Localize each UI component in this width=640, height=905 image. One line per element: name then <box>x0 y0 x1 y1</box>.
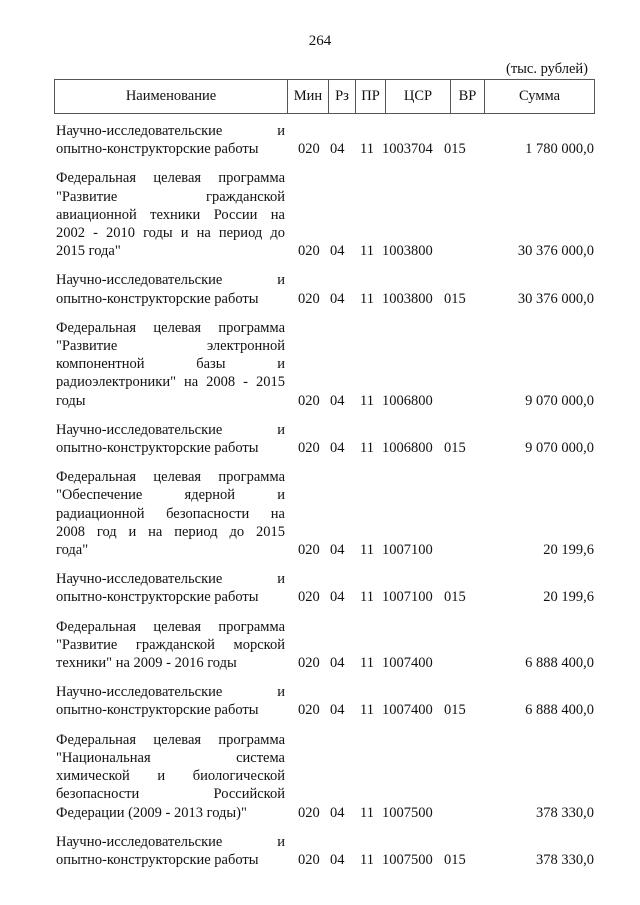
row-name-line: авиационной техники России на <box>56 206 285 223</box>
row-name-line: "Развитие электронной <box>56 338 285 355</box>
row-sum: 9 070 000,0 <box>525 440 594 457</box>
row-name-line: безопасности Российской <box>56 786 285 803</box>
table-row <box>56 319 594 410</box>
row-name <box>56 683 285 719</box>
row-pr: 11 <box>360 851 374 868</box>
row-name-line: компонентной базы и <box>56 356 285 373</box>
row-sum: 20 199,6 <box>543 589 594 606</box>
row-csr: 1007100 <box>382 542 433 559</box>
row-name-line: 2002 - 2010 годы и на период до <box>56 225 285 242</box>
row-sum: 378 330,0 <box>536 851 594 868</box>
row-csr: 1007500 <box>382 804 433 821</box>
row-rz: 04 <box>330 243 345 260</box>
row-csr: 1003800 <box>382 290 433 307</box>
row-name-line: "Обеспечение ядерной и <box>56 487 285 504</box>
table-row <box>56 683 594 719</box>
row-min: 020 <box>298 290 320 307</box>
row-name-line: радиационной безопасности на <box>56 505 285 522</box>
row-vr: 015 <box>444 589 466 606</box>
table-row <box>56 271 594 307</box>
row-name-line: опытно-конструкторские работы <box>56 589 259 606</box>
row-min: 020 <box>298 804 320 821</box>
table-row <box>56 570 594 606</box>
row-pr: 11 <box>360 589 374 606</box>
row-name-line: техники" на 2009 - 2016 годы <box>56 655 237 672</box>
row-name-line: "Развитие гражданской <box>56 188 285 205</box>
row-name <box>56 468 285 559</box>
row-rz: 04 <box>330 141 345 158</box>
row-sum: 30 376 000,0 <box>517 243 594 260</box>
row-name-line: опытно-конструкторские работы <box>56 290 259 307</box>
row-vr: 015 <box>444 141 466 158</box>
row-vr: 015 <box>444 851 466 868</box>
row-pr: 11 <box>360 542 374 559</box>
column-header-sum: Сумма <box>485 80 595 114</box>
page-number: 264 <box>308 33 332 49</box>
table-row <box>56 468 594 559</box>
row-name-line: года" <box>56 542 89 559</box>
row-name-line: Научно-исследовательские и <box>56 421 285 438</box>
row-csr: 1007500 <box>382 851 433 868</box>
row-csr: 1007400 <box>382 702 433 719</box>
row-name-line: Научно-исследовательские и <box>56 272 285 289</box>
row-csr: 1007400 <box>382 655 433 672</box>
row-min: 020 <box>298 440 320 457</box>
row-name <box>56 421 285 457</box>
row-pr: 11 <box>360 243 374 260</box>
column-header-name: Наименование <box>55 80 288 114</box>
row-name <box>56 731 285 822</box>
row-vr: 015 <box>444 290 466 307</box>
row-name <box>56 271 285 307</box>
row-name <box>56 122 285 158</box>
row-sum: 378 330,0 <box>536 804 594 821</box>
row-name-line: годы <box>56 392 86 409</box>
row-pr: 11 <box>360 655 374 672</box>
row-name-line: Научно-исследовательские и <box>56 123 285 139</box>
budget-rows <box>56 122 594 880</box>
row-pr: 11 <box>360 141 374 158</box>
row-sum: 6 888 400,0 <box>525 702 594 719</box>
row-name-line: Федеральная целевая программа <box>56 731 285 748</box>
row-pr: 11 <box>360 702 374 719</box>
row-rz: 04 <box>330 440 345 457</box>
row-name <box>56 618 285 673</box>
row-min: 020 <box>298 851 320 868</box>
column-header-vr: ВР <box>451 80 485 114</box>
row-sum: 30 376 000,0 <box>517 290 594 307</box>
row-name-line: Федеральная целевая программа <box>56 170 285 187</box>
row-rz: 04 <box>330 655 345 672</box>
row-csr: 1003800 <box>382 243 433 260</box>
row-name-line: радиоэлектроники" на 2008 - 2015 <box>56 374 285 391</box>
row-name <box>56 833 285 869</box>
column-header-rz: Рз <box>329 80 356 114</box>
row-rz: 04 <box>330 589 345 606</box>
row-name <box>56 570 285 606</box>
row-pr: 11 <box>360 290 374 307</box>
row-name-line: опытно-конструкторские работы <box>56 702 259 719</box>
column-header-csr: ЦСР <box>386 80 451 114</box>
row-name-line: "Развитие гражданской морской <box>56 636 285 653</box>
row-rz: 04 <box>330 290 345 307</box>
row-pr: 11 <box>360 392 374 409</box>
row-name-line: 2008 год и на период до 2015 <box>56 523 285 540</box>
row-min: 020 <box>298 141 320 158</box>
row-sum: 6 888 400,0 <box>525 655 594 672</box>
units-label: (тыс. рублей) <box>506 61 588 77</box>
row-name-line: опытно-конструкторские работы <box>56 440 259 457</box>
row-csr: 1006800 <box>382 392 433 409</box>
row-vr: 015 <box>444 440 466 457</box>
row-min: 020 <box>298 589 320 606</box>
row-name <box>56 169 285 260</box>
row-vr: 015 <box>444 702 466 719</box>
row-rz: 04 <box>330 702 345 719</box>
row-csr: 1006800 <box>382 440 433 457</box>
row-name-line: Федеральная целевая программа <box>56 469 285 486</box>
row-rz: 04 <box>330 851 345 868</box>
row-sum: 20 199,6 <box>543 542 594 559</box>
row-sum: 1 780 000,0 <box>525 141 594 158</box>
row-name-line: опытно-конструкторские работы <box>56 141 259 158</box>
row-min: 020 <box>298 243 320 260</box>
row-name-line: Научно-исследовательские и <box>56 833 285 850</box>
table-row <box>56 618 594 673</box>
table-row <box>56 169 594 260</box>
table-row <box>56 421 594 457</box>
row-name-line: 2015 года" <box>56 243 121 260</box>
row-name-line: Федерации (2009 - 2013 годы)" <box>56 804 247 821</box>
row-name-line: Федеральная целевая программа <box>56 618 285 635</box>
row-name-line: Федеральная целевая программа <box>56 319 285 336</box>
row-pr: 11 <box>360 440 374 457</box>
row-rz: 04 <box>330 542 345 559</box>
row-min: 020 <box>298 392 320 409</box>
table-row <box>56 731 594 822</box>
row-name-line: опытно-конструкторские работы <box>56 851 259 868</box>
row-name-line: Научно-исследовательские и <box>56 571 285 588</box>
column-header-pr: ПР <box>356 80 386 114</box>
row-min: 020 <box>298 702 320 719</box>
row-name-line: Научно-исследовательские и <box>56 684 285 701</box>
row-csr: 1003704 <box>382 141 433 158</box>
column-header-min: Мин <box>288 80 329 114</box>
row-pr: 11 <box>360 804 374 821</box>
row-min: 020 <box>298 655 320 672</box>
row-name <box>56 319 285 410</box>
row-rz: 04 <box>330 392 345 409</box>
row-rz: 04 <box>330 804 345 821</box>
row-sum: 9 070 000,0 <box>525 392 594 409</box>
table-header <box>54 79 595 114</box>
row-name-line: "Национальная система <box>56 749 285 766</box>
table-row <box>56 833 594 869</box>
table-row <box>56 122 594 158</box>
row-min: 020 <box>298 542 320 559</box>
row-name-line: химической и биологической <box>56 768 285 785</box>
row-csr: 1007100 <box>382 589 433 606</box>
